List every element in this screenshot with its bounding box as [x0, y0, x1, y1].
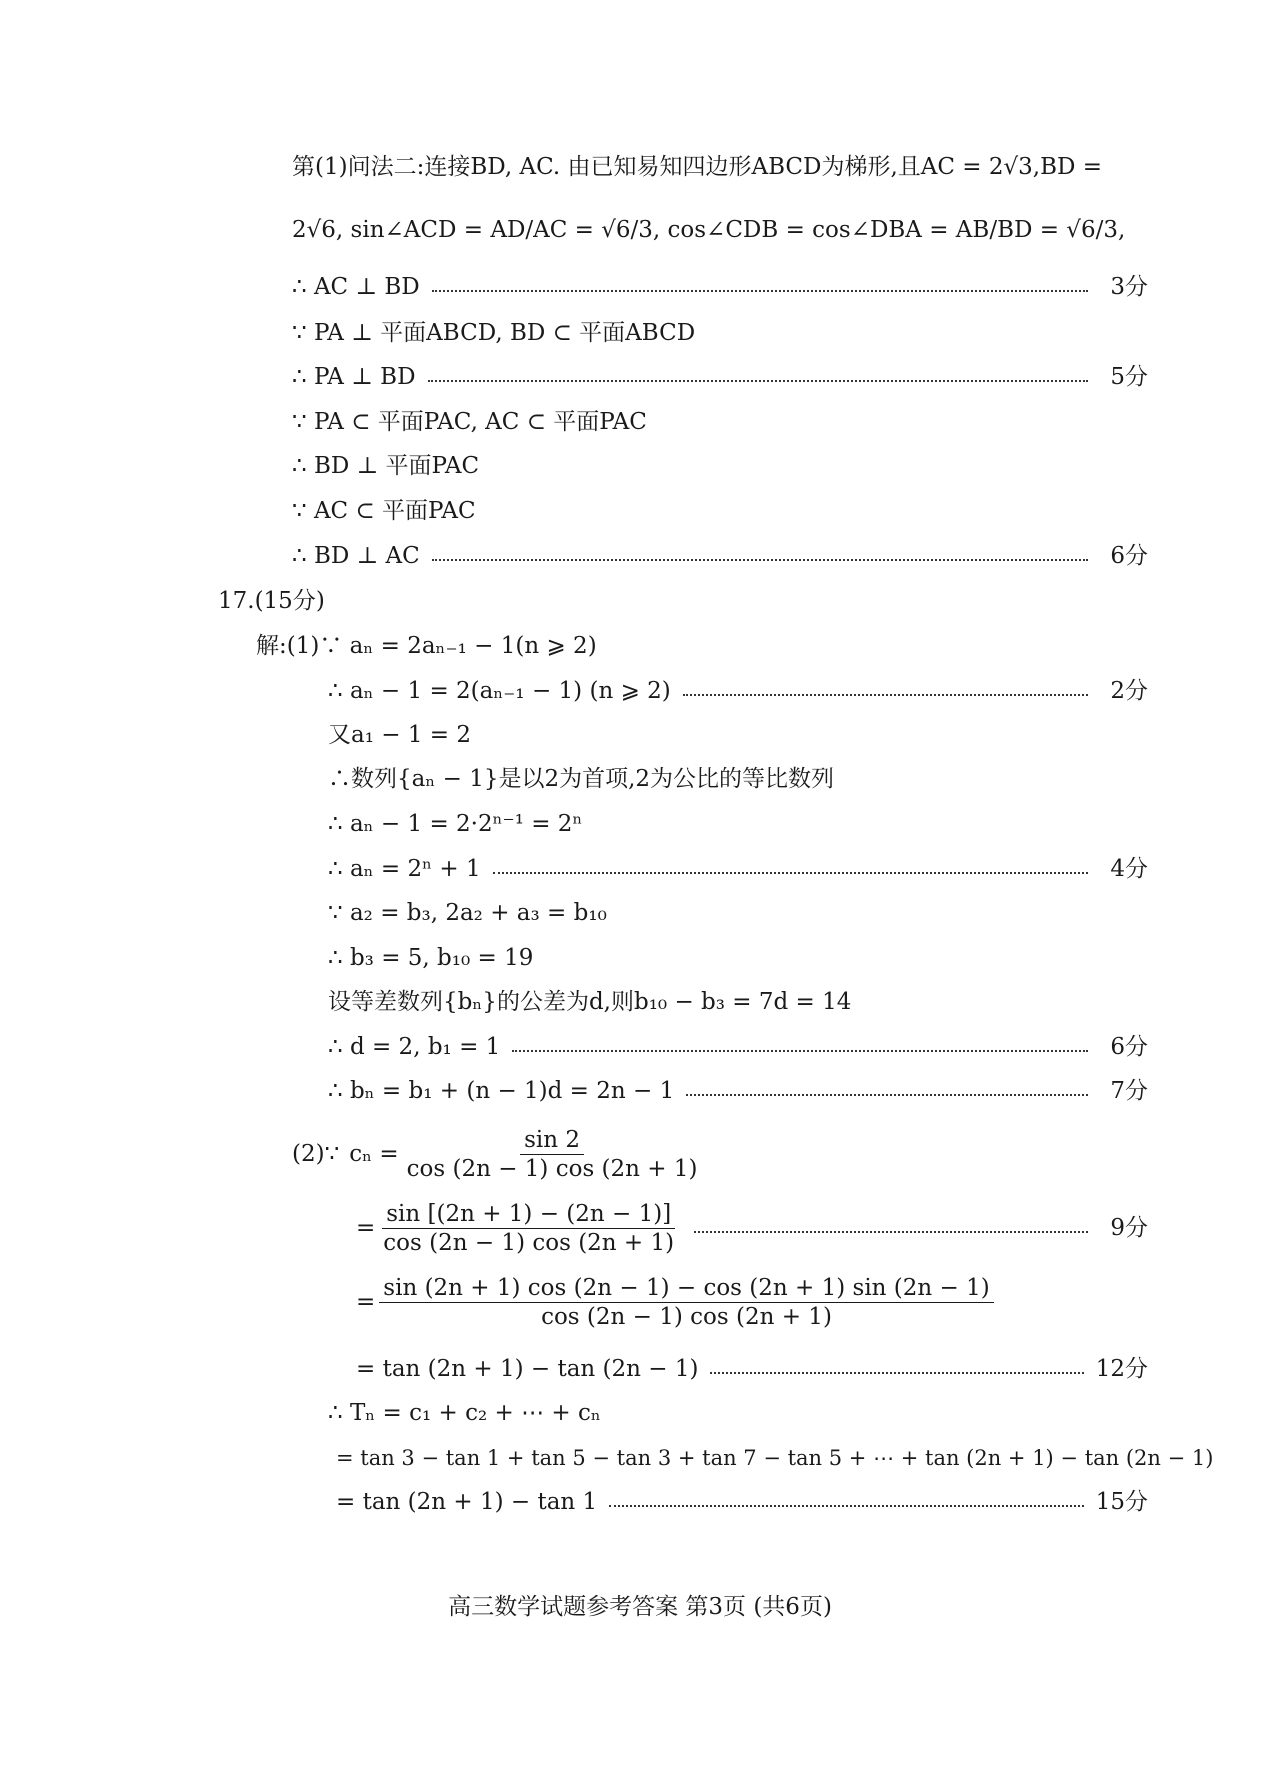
dot-leader — [683, 694, 1088, 696]
sol-line-1: 解:(1)∵ aₙ = 2aₙ₋₁ − 1(n ⩾ 2) — [256, 633, 597, 659]
dot-leader — [694, 1231, 1088, 1233]
score: 5分 — [1110, 364, 1148, 390]
step-bd-perp-ac — [292, 541, 1148, 571]
dot-leader — [686, 1094, 1088, 1096]
numerator: sin [(2n + 1) − (2n − 1)] — [382, 1200, 675, 1229]
score: 3分 — [1110, 274, 1148, 300]
step-text: ∴ BD ⊥ AC — [292, 543, 420, 569]
step-text: ∴ AC ⊥ BD — [292, 274, 420, 300]
step-text: = tan (2n + 1) − tan (2n − 1) — [356, 1356, 699, 1382]
page-footer: 高三数学试题参考答案 第3页 (共6页) — [448, 1594, 832, 1620]
sol-line-10 — [328, 1032, 1148, 1062]
score: 2分 — [1110, 678, 1148, 704]
dot-leader — [432, 559, 1088, 561]
part2-prefix: (2)∵ — [292, 1141, 340, 1167]
step-text: ∴ PA ⊥ BD — [292, 364, 416, 390]
sol-line-6 — [328, 854, 1148, 884]
dot-leader — [710, 1372, 1083, 1374]
step-ac-perp-bd — [292, 272, 1148, 302]
score: 15分 — [1095, 1489, 1148, 1515]
question-17-heading: 17.(15分) — [218, 588, 325, 614]
part2-step-6 — [336, 1487, 1148, 1517]
dot-leader — [493, 872, 1088, 874]
numerator: sin 2 — [520, 1126, 584, 1155]
score: 7分 — [1110, 1078, 1148, 1104]
sol-line-3: 又a₁ − 1 = 2 — [328, 722, 471, 748]
part2-step-4: ∴ Tₙ = c₁ + c₂ + ⋯ + cₙ — [328, 1400, 601, 1426]
step-pa-perp-plane: ∵ PA ⊥ 平面ABCD, BD ⊂ 平面ABCD — [292, 320, 696, 346]
score: 6分 — [1110, 543, 1148, 569]
part2-step-2 — [356, 1270, 998, 1334]
step-text: ∴ bₙ = b₁ + (n − 1)d = 2n − 1 — [328, 1078, 675, 1104]
fraction — [403, 1126, 702, 1183]
method2-values: 2√6, sin∠ACD = AD/AC = √6/3, cos∠CDB = cos∠DBA = AB/BD = √6/3, — [292, 217, 1126, 243]
score: 6分 — [1110, 1034, 1148, 1060]
sol-line-8: ∴ b₃ = 5, b₁₀ = 19 — [328, 945, 534, 971]
part2-step-5: = tan 3 − tan 1 + tan 5 − tan 3 + tan 7 − tan 5 + ⋯ + tan (2n + 1) − tan (2n − 1) — [336, 1446, 1214, 1470]
equals-sign: = — [356, 1215, 376, 1241]
method2-intro: 第(1)问法二:连接BD, AC. 由已知易知四边形ABCD为梯形,且AC = 2√3,BD = — [292, 154, 1103, 180]
step-bd-perp-plane: ∴ BD ⊥ 平面PAC — [292, 453, 480, 479]
dot-leader — [432, 290, 1088, 292]
step-text: = tan (2n + 1) − tan 1 — [336, 1489, 598, 1515]
sol-line-9: 设等差数列{bₙ}的公差为d,则b₁₀ − b₃ = 7d = 14 — [328, 989, 852, 1015]
score: 9分 — [1110, 1215, 1148, 1241]
fraction — [379, 1274, 993, 1331]
sol-line-5: ∴ aₙ − 1 = 2·2ⁿ⁻¹ = 2ⁿ — [328, 811, 583, 837]
part2-step-3 — [356, 1354, 1148, 1384]
denominator: cos (2n − 1) cos (2n + 1) — [383, 1229, 675, 1256]
sol-line-4: ∴数列{aₙ − 1}是以2为首项,2为公比的等比数列 — [328, 766, 835, 792]
step-text: ∴ aₙ − 1 = 2(aₙ₋₁ − 1) (n ⩾ 2) — [328, 678, 671, 704]
cn-label: cₙ = — [349, 1141, 399, 1167]
score: 12分 — [1095, 1356, 1148, 1382]
part2-cn-def — [292, 1122, 705, 1186]
step-text: ∴ aₙ = 2ⁿ + 1 — [328, 856, 481, 882]
step-pa-perp-bd — [292, 362, 1148, 392]
sol-line-11 — [328, 1076, 1148, 1106]
sol-line-7: ∵ a₂ = b₃, 2a₂ + a₃ = b₁₀ — [328, 900, 607, 926]
denominator: cos (2n − 1) cos (2n + 1) — [406, 1155, 698, 1182]
dot-leader — [428, 380, 1088, 382]
step-ac-in-plane: ∵ AC ⊂ 平面PAC — [292, 498, 476, 524]
equals-sign: = — [356, 1289, 376, 1315]
denominator: cos (2n − 1) cos (2n + 1) — [541, 1303, 832, 1330]
sol-line-2 — [328, 676, 1148, 706]
step-text: ∴ d = 2, b₁ = 1 — [328, 1034, 501, 1060]
fraction — [379, 1200, 678, 1257]
score: 4分 — [1110, 856, 1148, 882]
dot-leader — [609, 1505, 1084, 1507]
part2-step-1 — [356, 1196, 1148, 1260]
numerator: sin (2n + 1) cos (2n − 1) − cos (2n + 1) sin (2n − 1) — [379, 1274, 993, 1303]
dot-leader — [512, 1050, 1088, 1052]
step-pa-in-plane: ∵ PA ⊂ 平面PAC, AC ⊂ 平面PAC — [292, 409, 647, 435]
